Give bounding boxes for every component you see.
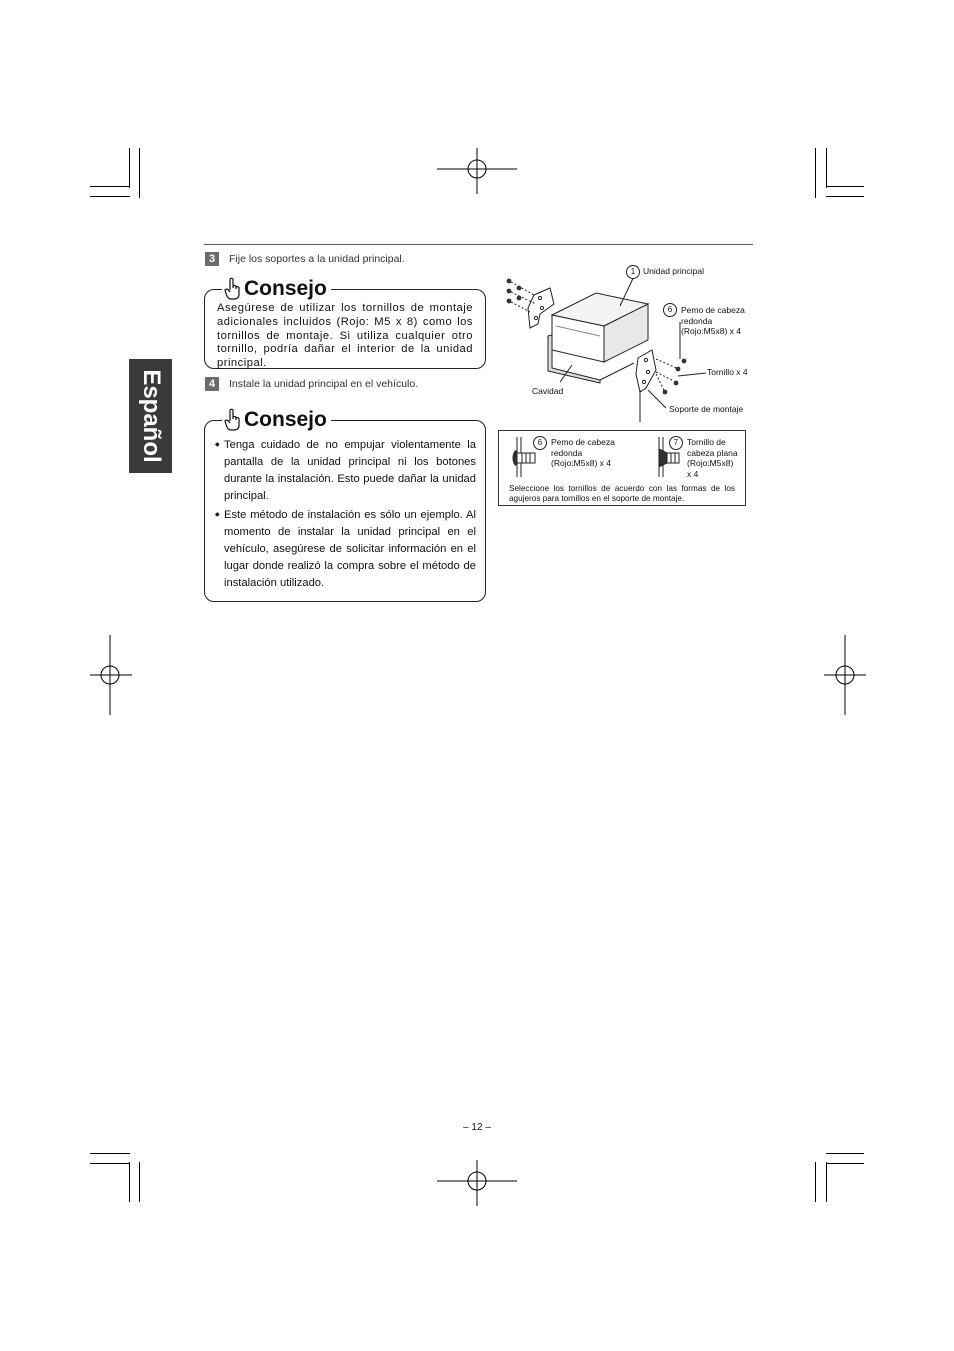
cavity-label: Cavidad xyxy=(532,386,564,396)
registration-mark-bottom xyxy=(437,1160,517,1206)
bracket-label: Soporte de montaje xyxy=(669,404,744,414)
bolt-label-line: Pemo de cabeza xyxy=(681,305,745,315)
item-6-label xyxy=(551,437,615,469)
tip-1-title-text: Consejo xyxy=(244,277,327,300)
tip-box-1 xyxy=(204,289,486,369)
registration-mark-top xyxy=(437,148,517,194)
tip-2-item: ◆ Tenga cuidado de no empujar violentamente la pantalla de la unidad principal ni los botones durante la instalación. Esto puede dañar la unidad principal. xyxy=(215,437,476,505)
pointing-hand-icon xyxy=(224,277,242,301)
language-tab xyxy=(129,359,172,473)
step-3 xyxy=(205,252,405,266)
step-3-text: Fije los soportes a la unidad principal. xyxy=(229,253,405,265)
item-6-label-line: redonda xyxy=(551,447,583,458)
item-6-label-line: (Rojo:M5x8) x 4 xyxy=(551,458,611,468)
language-tab-label: Español xyxy=(137,369,165,463)
registration-mark-right xyxy=(824,635,866,715)
step-4-number: 4 xyxy=(205,377,219,391)
tip-2-list xyxy=(215,437,476,594)
unit-label: Unidad principal xyxy=(643,266,704,276)
registration-mark-left xyxy=(90,635,132,715)
tip-2-item: ◆ Este método de instalación es sólo un ejemplo. Al momento de instalar la unidad principal en el vehículo, asegúrese de solicitar información en el lugar donde realizó la compra sobre el método de instalación utilizado. xyxy=(215,507,476,592)
item-7-label-line: Tornillo de xyxy=(687,437,726,447)
tip-2-title xyxy=(222,408,331,432)
screw-label: Tornillo x 4 xyxy=(707,367,748,377)
pointing-hand-icon xyxy=(224,408,242,432)
screw-selection-note: Seleccione los tornillos de acuerdo con las formas de los agujeros para tornillos en el soporte de montaje. xyxy=(509,484,735,503)
item-7-label xyxy=(687,437,738,479)
page-number: – 12 – xyxy=(463,1122,491,1133)
tip-box-2 xyxy=(204,420,486,602)
tip-1-text: Asegúrese de utilizar los tornillos de montaje adicionales incluidos (Rojo: M5 x 8) como los tornillos de montaje. Si utiliza cualquier otro tornillo, podría dañar el interior de la unidad principal. xyxy=(217,302,473,370)
item-7-number: 7 xyxy=(669,436,683,450)
step-4-text: Instale la unidad principal en el vehículo. xyxy=(229,378,419,390)
callout-number-unit: 1 xyxy=(626,265,640,279)
screw-info-box xyxy=(498,430,746,506)
bolt-label xyxy=(681,305,745,337)
tip-1-title xyxy=(222,277,331,301)
installation-diagram xyxy=(500,262,755,422)
callout-number-bolt: 6 xyxy=(663,303,677,317)
step-3-number: 3 xyxy=(205,252,219,266)
item-7-label-line: cabeza plana xyxy=(687,447,738,458)
bolt-label-line: (Rojo:M5x8) x 4 xyxy=(681,326,741,336)
header-rule xyxy=(204,244,753,245)
item-6-number: 6 xyxy=(533,436,547,450)
step-4 xyxy=(205,377,418,391)
bolt-label-line: redonda xyxy=(681,315,713,326)
tip-2-title-text: Consejo xyxy=(244,408,327,431)
item-6-label-line: Pemo de cabeza xyxy=(551,437,615,447)
item-7-label-line: x 4 xyxy=(687,468,699,479)
item-7-label-line: (Rojo:M5x8) xyxy=(687,458,734,468)
